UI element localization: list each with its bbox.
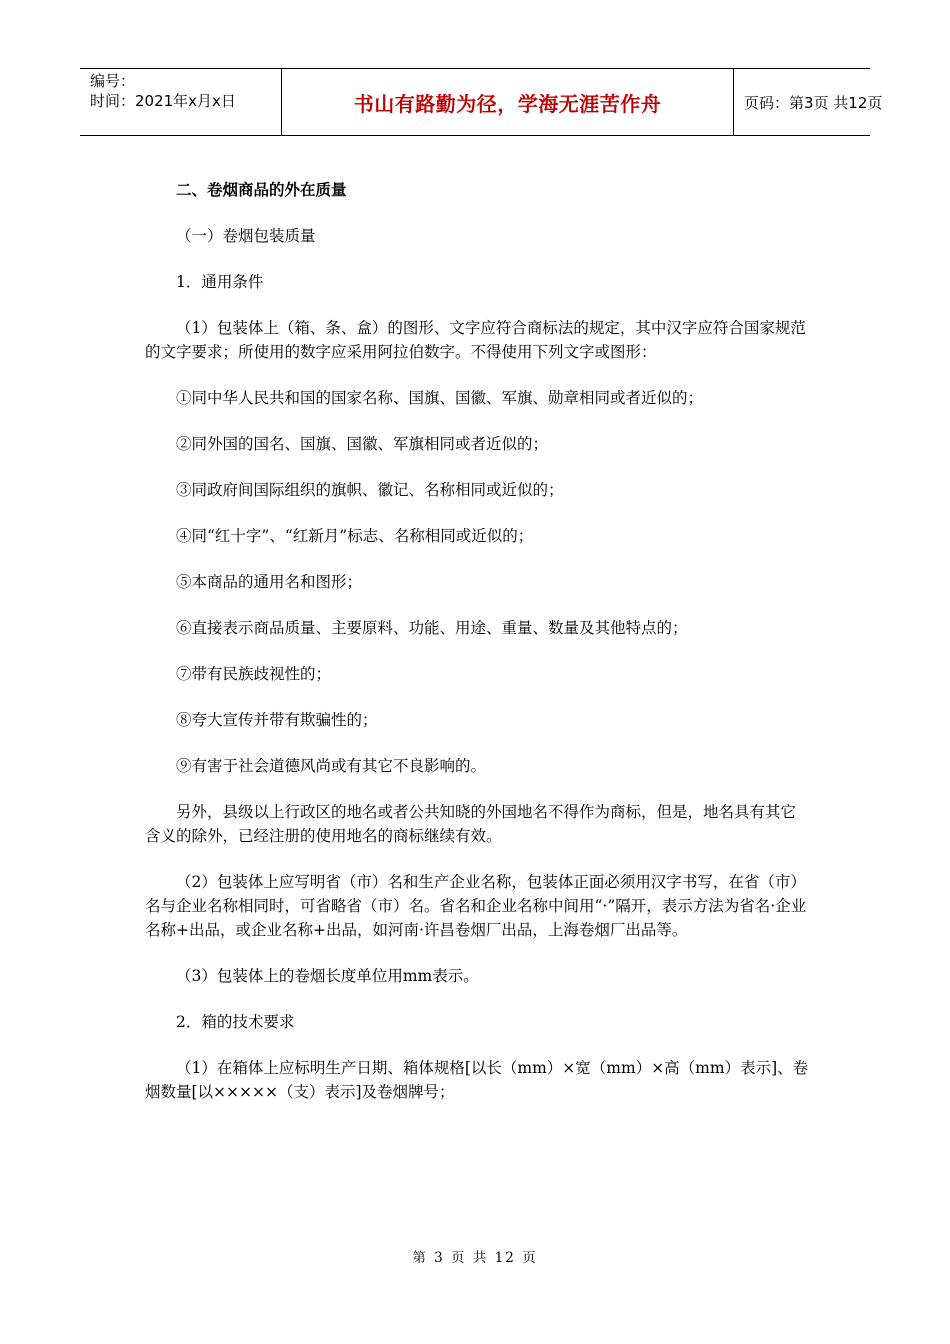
section-heading: 二、卷烟商品的外在质量 (176, 180, 347, 199)
paragraph: ⑥直接表示商品质量、主要原料、功能、用途、重量、数量及其他特点的； (176, 619, 688, 637)
document-body (145, 178, 810, 1126)
paragraph: 另外，县级以上行政区的地名或者公共知晓的外国地名不得作为商标，但是，地名具有其它含义的除外，已经注册的使用地名的商标继续有效。 (145, 803, 797, 845)
header-meta-cell (80, 69, 282, 135)
paragraph: ③同政府间国际组织的旗帜、徽记、名称相同或近似的； (176, 481, 564, 499)
paragraph: ④同“红十字”、“红新月”标志、名称相同或近似的； (176, 527, 534, 545)
paragraph: ⑦带有民族歧视性的； (176, 665, 332, 683)
paragraph: ②同外国的国名、国旗、国徽、军旗相同或者近似的； (176, 435, 549, 453)
header-page-cell (734, 69, 883, 135)
doc-date: 时间：2021年x月x日 (90, 92, 236, 110)
header-motto-cell (282, 69, 734, 135)
paragraph: ⑤本商品的通用名和图形； (176, 573, 363, 591)
header-page-info: 页码：第3页 共12页 (744, 93, 883, 112)
paragraph: ⑨有害于社会道德风尚或有其它不良影响的。 (176, 757, 487, 775)
doc-number-label: 编号： (90, 72, 136, 90)
paragraph: ⑧夸大宣传并带有欺骗性的； (176, 711, 378, 729)
document-header (80, 68, 883, 136)
paragraph: （2）包装体上应写明省（市）名和生产企业名称，包装体正面必须用汉字书写，在省（市）名与企业名称相同时，可省略省（市）名。省名和企业名称中间用“·”隔开，表示方法为省名·企业名称+出品，或企业名称+出品，如河南·许昌卷烟厂出品，上海卷烟厂出品等。 (145, 873, 807, 939)
header-motto: 书山有路勤为径，学海无涯苦作舟 (353, 91, 662, 116)
paragraph: 1．通用条件 (176, 273, 264, 291)
paragraph: （1）在箱体上应标明生产日期、箱体规格[以长（mm）×宽（mm）×高（mm）表示]、卷烟数量[以×××××（支）表示]及卷烟牌号； (145, 1059, 809, 1101)
paragraph: （3）包装体上的卷烟长度单位用mm表示。 (176, 967, 479, 985)
paragraph: ①同中华人民共和国的国家名称、国旗、国徽、军旗、勋章相同或者近似的； (176, 389, 704, 407)
paragraph: 2．箱的技术要求 (176, 1013, 295, 1031)
page-footer: 第 3 页 共 12 页 (412, 1250, 538, 1266)
paragraph: （一）卷烟包装质量 (176, 227, 316, 245)
paragraph: （1）包装体上（箱、条、盒）的图形、文字应符合商标法的规定，其中汉字应符合国家规范的文字要求；所使用的数字应采用阿拉伯数字。不得使用下列文字或图形： (145, 319, 806, 361)
